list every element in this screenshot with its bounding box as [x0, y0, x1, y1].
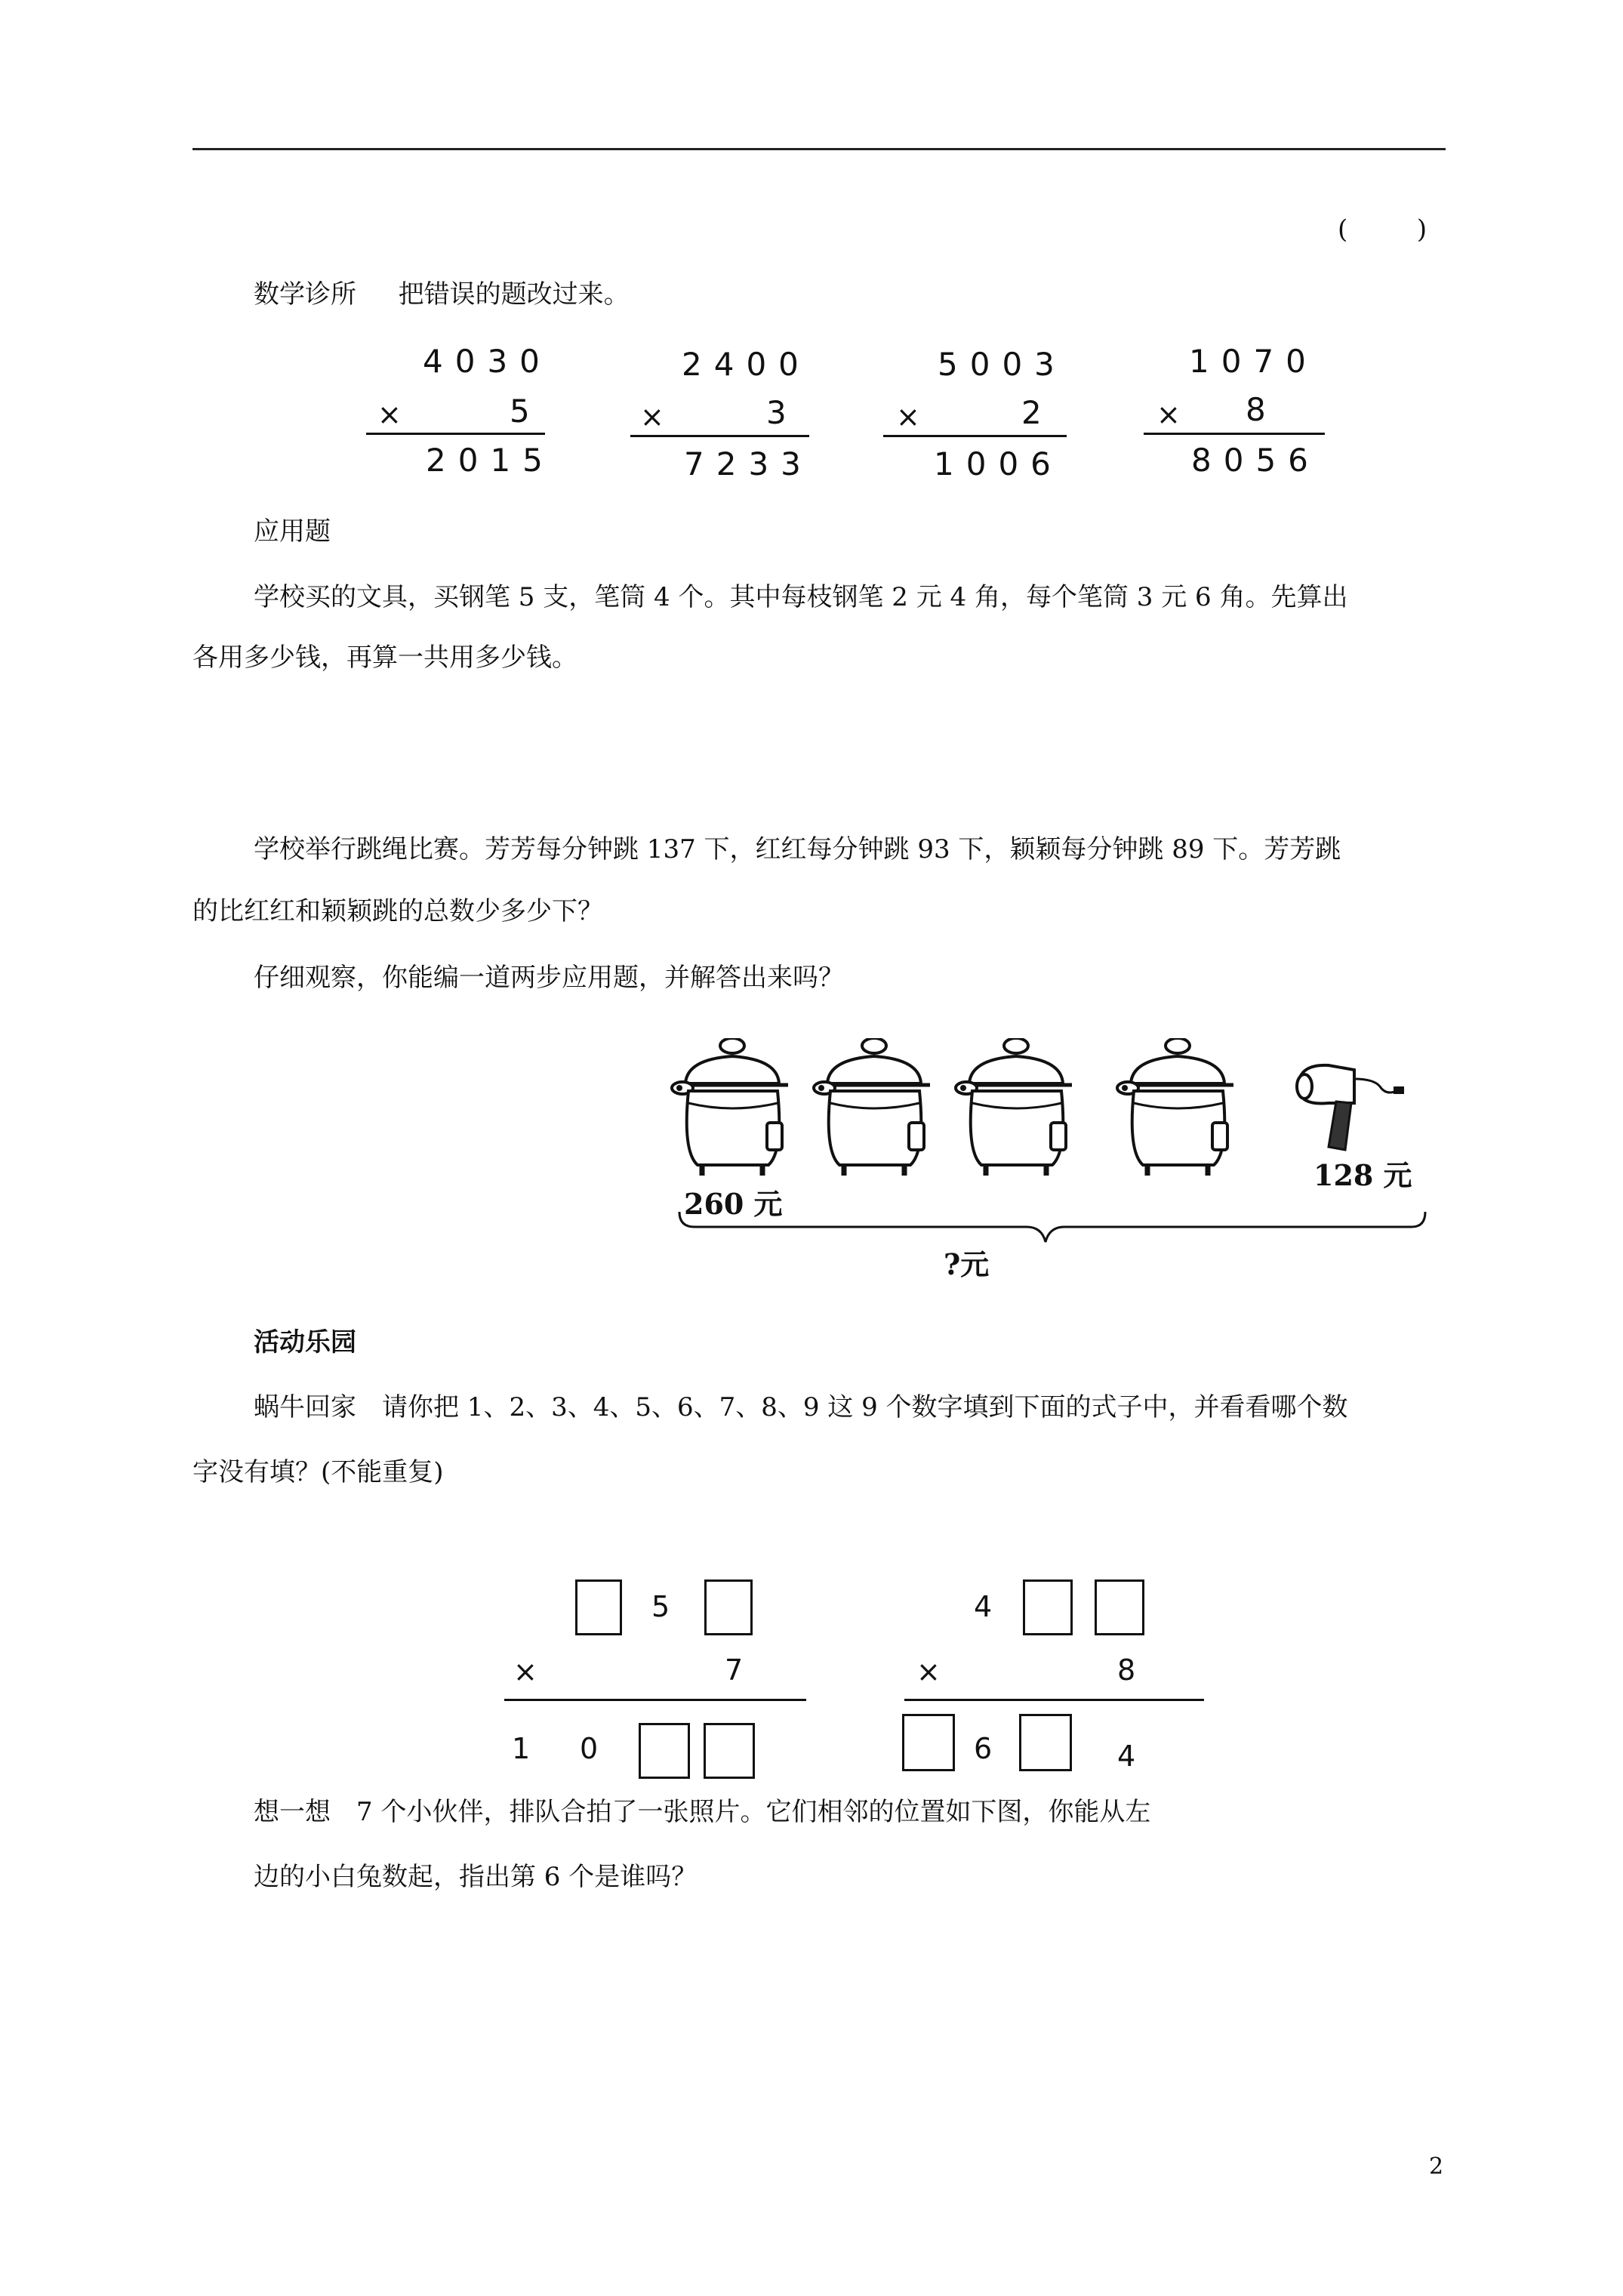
puzzle-left-mult: 7 — [725, 1653, 756, 1687]
problem-2-op: × — [640, 400, 664, 433]
puzzle-right-mult: 8 — [1117, 1653, 1148, 1687]
page-number: 2 — [1429, 2153, 1444, 2180]
problem-3-mult: 2 — [1021, 394, 1054, 431]
puzzle-right-box-top-1[interactable] — [1023, 1579, 1073, 1635]
problem-1-top: 4030 — [423, 343, 552, 380]
diagnosis-title: 数学诊所 — [254, 279, 356, 310]
puzzle-right-rule — [904, 1699, 1204, 1701]
problem-3-rule — [883, 435, 1067, 437]
appliance-illustration — [664, 1038, 1434, 1298]
problem-2-mult: 3 — [766, 394, 799, 431]
problem-2-top: 2400 — [682, 346, 811, 383]
puzzle-left-box-r3[interactable] — [639, 1723, 690, 1779]
q4-line2: 字没有填？(不能重复) — [192, 1457, 444, 1487]
puzzle-left-box-top-2[interactable] — [704, 1579, 753, 1635]
q2-line1: 学校举行跳绳比赛。芳芳每分钟跳 137 下，红红每分钟跳 93 下，颖颖每分钟跳 89 下。芳芳跳 — [254, 834, 1341, 864]
puzzle-left-top-digit: 5 — [651, 1590, 682, 1623]
problem-4-mult: 8 — [1246, 391, 1278, 428]
problem-4-rule — [1144, 433, 1325, 435]
problem-1-mult: 5 — [510, 393, 542, 430]
puzzle-right-box-r1[interactable] — [902, 1714, 955, 1771]
q2-line2: 的比红红和颖颖跳的总数少多少下？ — [192, 896, 603, 926]
total-brace — [679, 1212, 1425, 1242]
puzzle-left-op: × — [513, 1655, 537, 1688]
puzzle-right-r2: 6 — [974, 1732, 1005, 1765]
puzzle-right-op: × — [916, 1655, 941, 1688]
problem-1-result: 2015 — [426, 442, 555, 479]
puzzle-right-top-digit: 4 — [974, 1590, 1005, 1623]
dryer-price: 128 元 — [1313, 1158, 1412, 1192]
problem-1-op: × — [377, 398, 402, 431]
problem-3-op: × — [896, 400, 920, 433]
rice-cooker-icon-2 — [814, 1038, 930, 1176]
puzzle-right-r4: 4 — [1117, 1740, 1148, 1773]
q3-line1: 仔细观察，你能编一道两步应用题，并解答出来吗？ — [254, 963, 844, 993]
q5-line2: 边的小白兔数起，指出第 6 个是谁吗？ — [254, 1862, 698, 1892]
cooker-price: 260 元 — [684, 1187, 783, 1221]
activity-heading: 活动乐园 — [254, 1327, 356, 1358]
hair-dryer-icon — [1297, 1065, 1404, 1150]
q4-line1: 蜗牛回家 请你把 1、2、3、4、5、6、7、8、9 这 9 个数字填到下面的式子中，并看看哪个数 — [254, 1392, 1348, 1422]
rice-cooker-icon-4 — [1117, 1038, 1233, 1176]
problem-4-result: 8056 — [1191, 442, 1320, 479]
q5-line1: 想一想 7 个小伙伴，排队合拍了一张照片。它们相邻的位置如下图，你能从左 — [254, 1797, 1151, 1827]
puzzle-right-box-r3[interactable] — [1019, 1714, 1072, 1771]
answer-blank-open: ( — [1338, 214, 1348, 245]
applied-heading: 应用题 — [254, 516, 331, 547]
puzzle-left-r1: 1 — [512, 1732, 543, 1765]
header-rule — [192, 148, 1446, 150]
problem-2-rule — [630, 435, 809, 437]
q1-line2: 各用多少钱，再算一共用多少钱。 — [192, 643, 577, 673]
puzzle-right-box-top-2[interactable] — [1095, 1579, 1144, 1635]
answer-blank-close: ) — [1416, 214, 1427, 245]
puzzle-left-box-r4[interactable] — [704, 1723, 755, 1779]
problem-3-result: 1006 — [934, 445, 1063, 482]
diagnosis-instruction: 把错误的题改过来。 — [398, 279, 630, 310]
rice-cooker-icon-1 — [672, 1038, 788, 1176]
puzzle-left-r2: 0 — [580, 1732, 611, 1765]
problem-4-top: 1070 — [1189, 343, 1318, 380]
puzzle-left-box-top-1[interactable] — [575, 1579, 622, 1635]
problem-1-rule — [366, 433, 545, 435]
problem-4-op: × — [1156, 398, 1181, 431]
answer-blank — [1338, 214, 1427, 245]
diagnosis-heading — [254, 279, 630, 310]
problem-3-top: 5003 — [938, 346, 1067, 383]
total-price: ?元 — [944, 1247, 990, 1281]
rice-cooker-icon-3 — [956, 1038, 1072, 1176]
problem-2-result: 7233 — [684, 445, 813, 482]
q1-line1: 学校买的文具，买钢笔 5 支，笔筒 4 个。其中每枝钢笔 2 元 4 角，每个笔筒 3 元 6 角。先算出 — [254, 582, 1348, 612]
puzzle-left-rule — [504, 1699, 806, 1701]
